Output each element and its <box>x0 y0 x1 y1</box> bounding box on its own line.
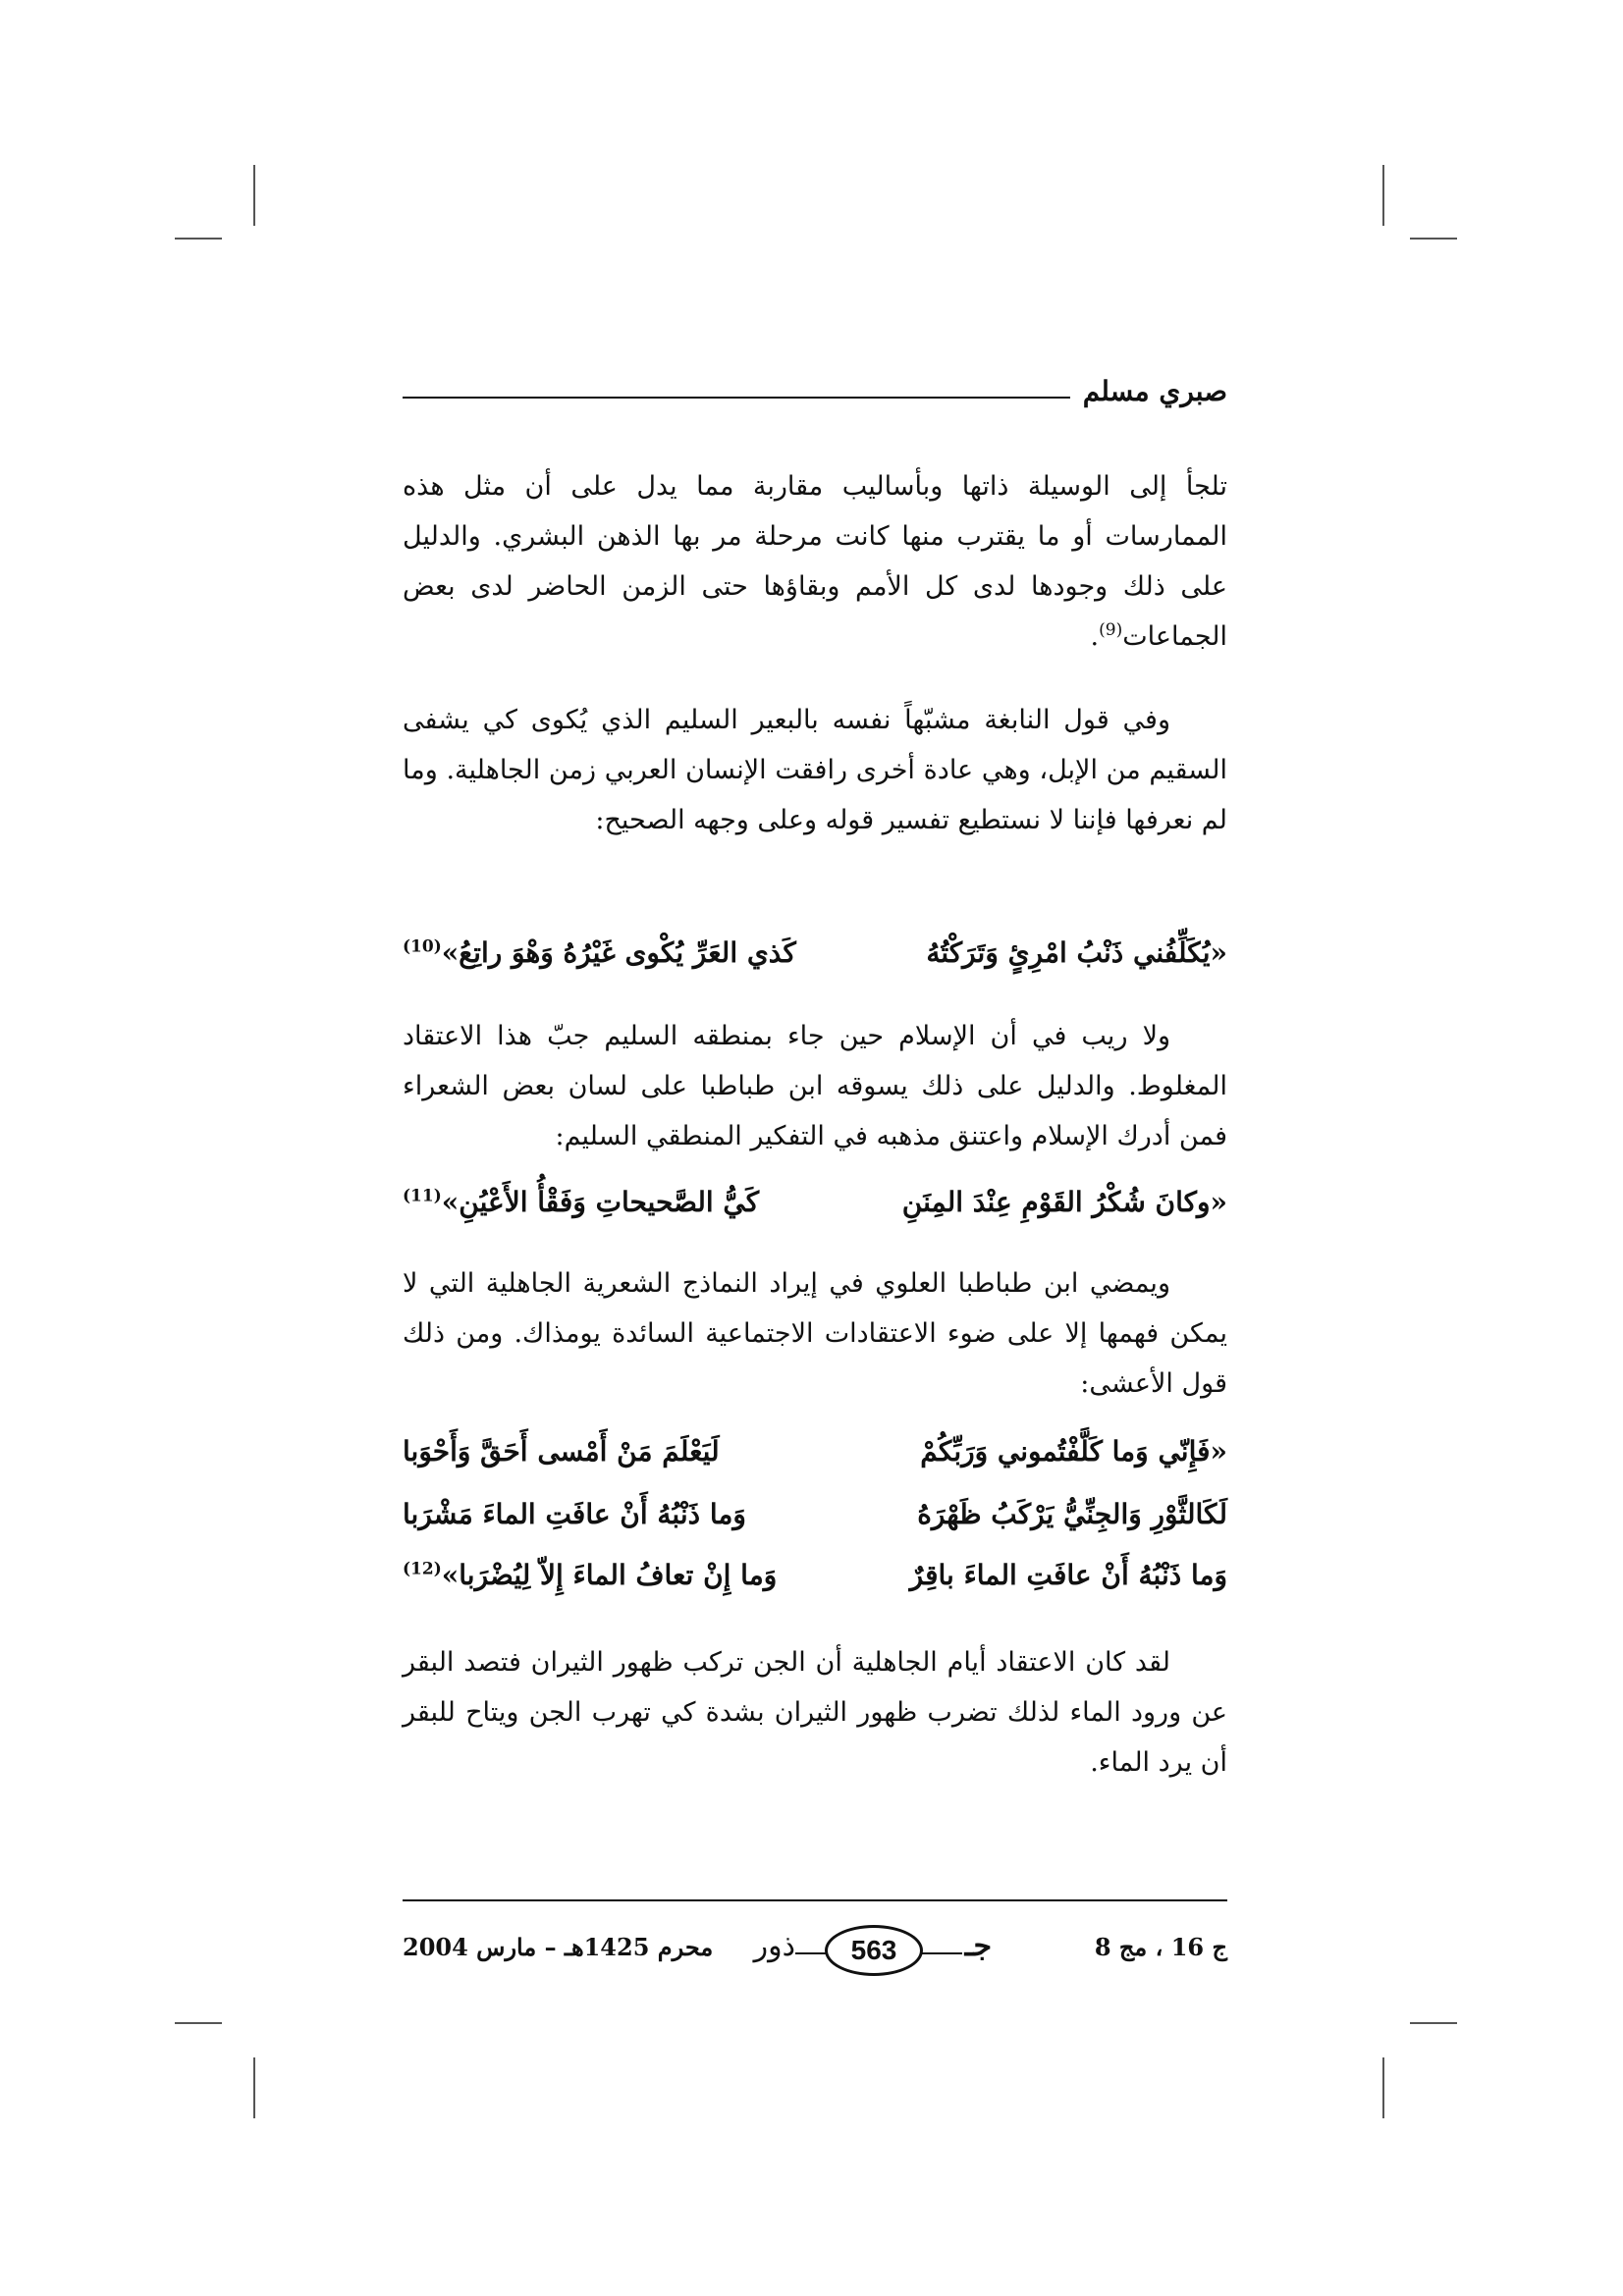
footnote-ref: (9) <box>1099 620 1123 640</box>
issue-date: محرم 1425هـ – مارس 2004 <box>403 1933 714 1961</box>
crop-mark <box>253 165 255 226</box>
verse-first-hemistich: وَما ذَنْبُهُ أَنْ عافَتِ الماءَ باقِرٌ <box>909 1559 1227 1591</box>
verse-line-3 <box>403 1427 1227 1476</box>
paragraph-text: لقد كان الاعتقاد أيام الجاهلية أن الجن تركب ظهور الثيران فتصد البقر عن ورود الماء لذلك تضرب ظهور الثيران بشدة كي تهرب الجن ويتاح للبقر أن يرد الماء. <box>403 1647 1227 1778</box>
crop-mark <box>1410 238 1457 240</box>
crop-mark <box>175 238 222 240</box>
crop-mark <box>1382 2057 1384 2118</box>
verse-second-hemistich: وَما ذَنْبُهُ أَنْ عافَتِ الماءَ مَشْرَبا <box>403 1498 746 1530</box>
paragraph-4 <box>403 1258 1227 1409</box>
footnote-ref: (12) <box>403 1559 442 1579</box>
footer-rule <box>403 1899 1227 1901</box>
volume-issue: ج 16 ، مج 8 <box>1094 1933 1227 1961</box>
verse-first-hemistich: «يُكَلِّفُني ذَنْبُ امْرِئٍ وَتَرَكْتُهُ <box>926 936 1227 969</box>
paragraph-3 <box>403 1011 1227 1161</box>
footnote-ref: (11) <box>403 1186 442 1206</box>
paragraph-end: . <box>1090 621 1100 652</box>
running-header <box>403 375 1227 414</box>
verse-first-hemistich: «وكانَ شُكْرُ القَوْمِ عِنْدَ المِنَنِ <box>901 1186 1227 1218</box>
verse-second-hemistich: لَيَعْلَمَ مَنْ أَمْسى أَحَقَّ وَأَحْوَبا <box>403 1435 720 1468</box>
author-name: صبري مسلم <box>1082 375 1227 407</box>
verse-first-hemistich: «فَإِنّي وَما كَلَّفْتُموني وَرَبِّكُمْ <box>920 1435 1227 1468</box>
crop-mark <box>253 2057 255 2118</box>
journal-name-part: جـ <box>964 1929 992 1963</box>
crop-mark <box>175 2022 222 2024</box>
verse-line-2 <box>403 1178 1227 1227</box>
paragraph-text: وفي قول النابغة مشبّهاً نفسه بالبعير السليم الذي يُكوى كي يشفى السقيم من الإبل، وهي عادة أخرى رافقت الإنسان العربي زمن الجاهلية. وما لم نعرفها فإننا لا نستطيع تفسير قوله وعلى وجهه الصحيح: <box>403 705 1227 835</box>
verse-second-hemistich: كَذي العَرِّ يُكْوى غَيْرُهُ وَهْوَ راتِعُ» <box>441 936 796 969</box>
paragraph-5 <box>403 1637 1227 1788</box>
crop-mark <box>1382 165 1384 226</box>
verse-first-hemistich: لَكَالثَّوْرِ وَالجِنِّيُّ يَرْكَبُ ظَهْرَهُ <box>917 1498 1227 1530</box>
verse-line-4 <box>403 1490 1227 1539</box>
paragraph-text: تلجأ إلى الوسيلة ذاتها وبأساليب مقاربة مما يدل على أن مثل هذه الممارسات أو ما يقترب منها كانت مرحلة مر بها الذهن البشري. والدليل على ذلك وجودها لدى كل الأمم وبقاؤها حتى الزمن الحاضر لدى بعض الجماعات <box>403 471 1227 652</box>
page-footer <box>403 1899 1227 1978</box>
paragraph-text: ولا ريب في أن الإسلام حين جاء بمنطقه السليم جبّ هذا الاعتقاد المغلوط. والدليل على ذلك يسوقه ابن طباطبا على لسان بعض الشعراء فمن أدرك الإسلام واعتنق مذهبه في التفكير المنطقي السليم: <box>403 1021 1227 1151</box>
verse-second-hemistich: كَيُّ الصَّحيحاتِ وَفَقْأُ الأَعْيُنِ» <box>441 1186 760 1218</box>
paragraph-text: ويمضي ابن طباطبا العلوي في إيراد النماذج الشعرية الجاهلية التي لا يمكن فهمها إلا على ضوء الاعتقادات الاجتماعية السائدة يومذاك. ومن ذلك قول الأعشى: <box>403 1268 1227 1399</box>
header-rule <box>403 397 1070 399</box>
page-number: 563 <box>825 1925 923 1976</box>
crop-mark <box>1410 2022 1457 2024</box>
paragraph-1 <box>403 461 1227 662</box>
journal-name-part: ذور <box>753 1929 795 1963</box>
verse-line-1 <box>403 929 1227 978</box>
verse-line-5 <box>403 1551 1227 1600</box>
verse-second-hemistich: وَما إِنْ تعافُ الماءَ إِلاّ لِيُضْرَبا» <box>441 1559 778 1591</box>
footnote-ref: (10) <box>403 936 442 957</box>
paragraph-2 <box>403 695 1227 845</box>
